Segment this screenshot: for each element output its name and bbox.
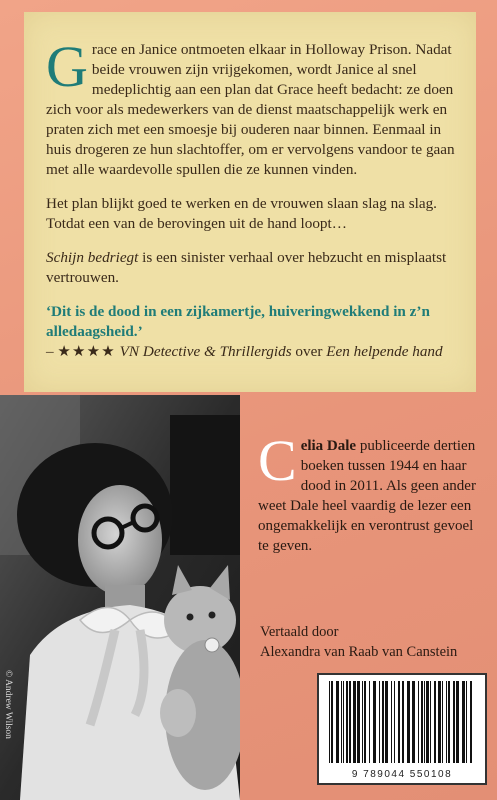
barcode-bar (391, 681, 392, 763)
blurb-text (46, 34, 458, 376)
blurb-paragraph-1: Grace en Janice ontmoeten elkaar in Holloway Prison. Nadat beide vrouwen zijn vrijgekomen, wordt Janice al snel medeplichtig aan een plan dat Grace heeft bedacht: ze doen zich voor als medewerkers van de dienst maatschappelijk werk en praten zich met een smoesje bij ouderen naar binnen. Eenmaal in huis drogeren ze hun slachtoffer, om er vervolgens vandoor te gaan met alle waardevolle spullen die ze kunnen vinden. (46, 34, 455, 178)
barcode-bar (442, 681, 443, 763)
barcode-bar (470, 681, 472, 763)
barcode-bars (327, 681, 477, 763)
barcode-bar (353, 681, 356, 763)
drop-cap: G (46, 34, 88, 99)
review-quote: ‘Dit is de dood in een zijkamertje, huiveringwekkend in z’n alledaagsheid.’ (46, 303, 430, 340)
barcode-bar (362, 681, 363, 763)
barcode-bar (412, 681, 415, 763)
barcode-bar (341, 681, 342, 763)
barcode-bar (382, 681, 384, 763)
barcode-bar (426, 681, 429, 763)
barcode-bar (462, 681, 465, 763)
blurb-paragraph-2: Het plan blijkt goed te werken en de vrouwen slaan slag na slag. Totdat een van de berovingen uit de hand loopt… (46, 195, 437, 232)
translator-name: Alexandra van Raab van Canstein (260, 644, 458, 660)
book-title: Schijn bedriegt (46, 249, 139, 266)
barcode-bar (394, 681, 395, 763)
author-photo (0, 395, 240, 800)
barcode-bar (430, 681, 431, 763)
blurb-paragraph-3: Schijn bedriegt is een sinister verhaal over hebzucht en misplaatst vertrouwen. (46, 249, 447, 286)
barcode-bar (456, 681, 459, 763)
barcode-bar (398, 681, 400, 763)
barcode-bar (349, 681, 351, 763)
barcode-bar (453, 681, 455, 763)
barcode-bar (329, 681, 330, 763)
barcode-bar (421, 681, 423, 763)
barcode-bar (385, 681, 388, 763)
author-bio: Celia Dale publiceerde dertien boeken tussen 1944 en haar dood in 2011. Als geen ander weet Dale heel vaardig de lezer een ongemakkelijk en verontrust gevoel te geven. (258, 428, 476, 554)
barcode-bar (369, 681, 370, 763)
barcode-bar (343, 681, 344, 763)
barcode-bar (424, 681, 425, 763)
translator-credit: Vertaald door Alexandra van Raab van Canstein (260, 622, 490, 662)
isbn-number: 9 789044 550108 (351, 769, 453, 780)
barcode-bar (357, 681, 360, 763)
barcode-bar (346, 681, 348, 763)
barcode-bar (448, 681, 450, 763)
photo-credit: © Andrew Wilson (3, 670, 13, 739)
barcode-bar (418, 681, 419, 763)
barcode-bar (364, 681, 366, 763)
barcode-bar (466, 681, 467, 763)
drop-cap: C (258, 428, 297, 493)
barcode-bar (379, 681, 380, 763)
barcode-bar (336, 681, 339, 763)
barcode-bar (373, 681, 376, 763)
barcode-bar (434, 681, 436, 763)
barcode (317, 673, 487, 785)
barcode-bar (402, 681, 404, 763)
rating-stars: ★★★★ (57, 343, 116, 360)
author-photo-illustration (0, 395, 240, 800)
barcode-bar (438, 681, 441, 763)
barcode-bar (331, 681, 333, 763)
barcode-bar (446, 681, 447, 763)
barcode-bar (407, 681, 410, 763)
author-name: elia Dale (300, 438, 357, 454)
review-attribution: – ★★★★ VN Detective & Thrillergids over Een helpende hand (46, 343, 443, 360)
